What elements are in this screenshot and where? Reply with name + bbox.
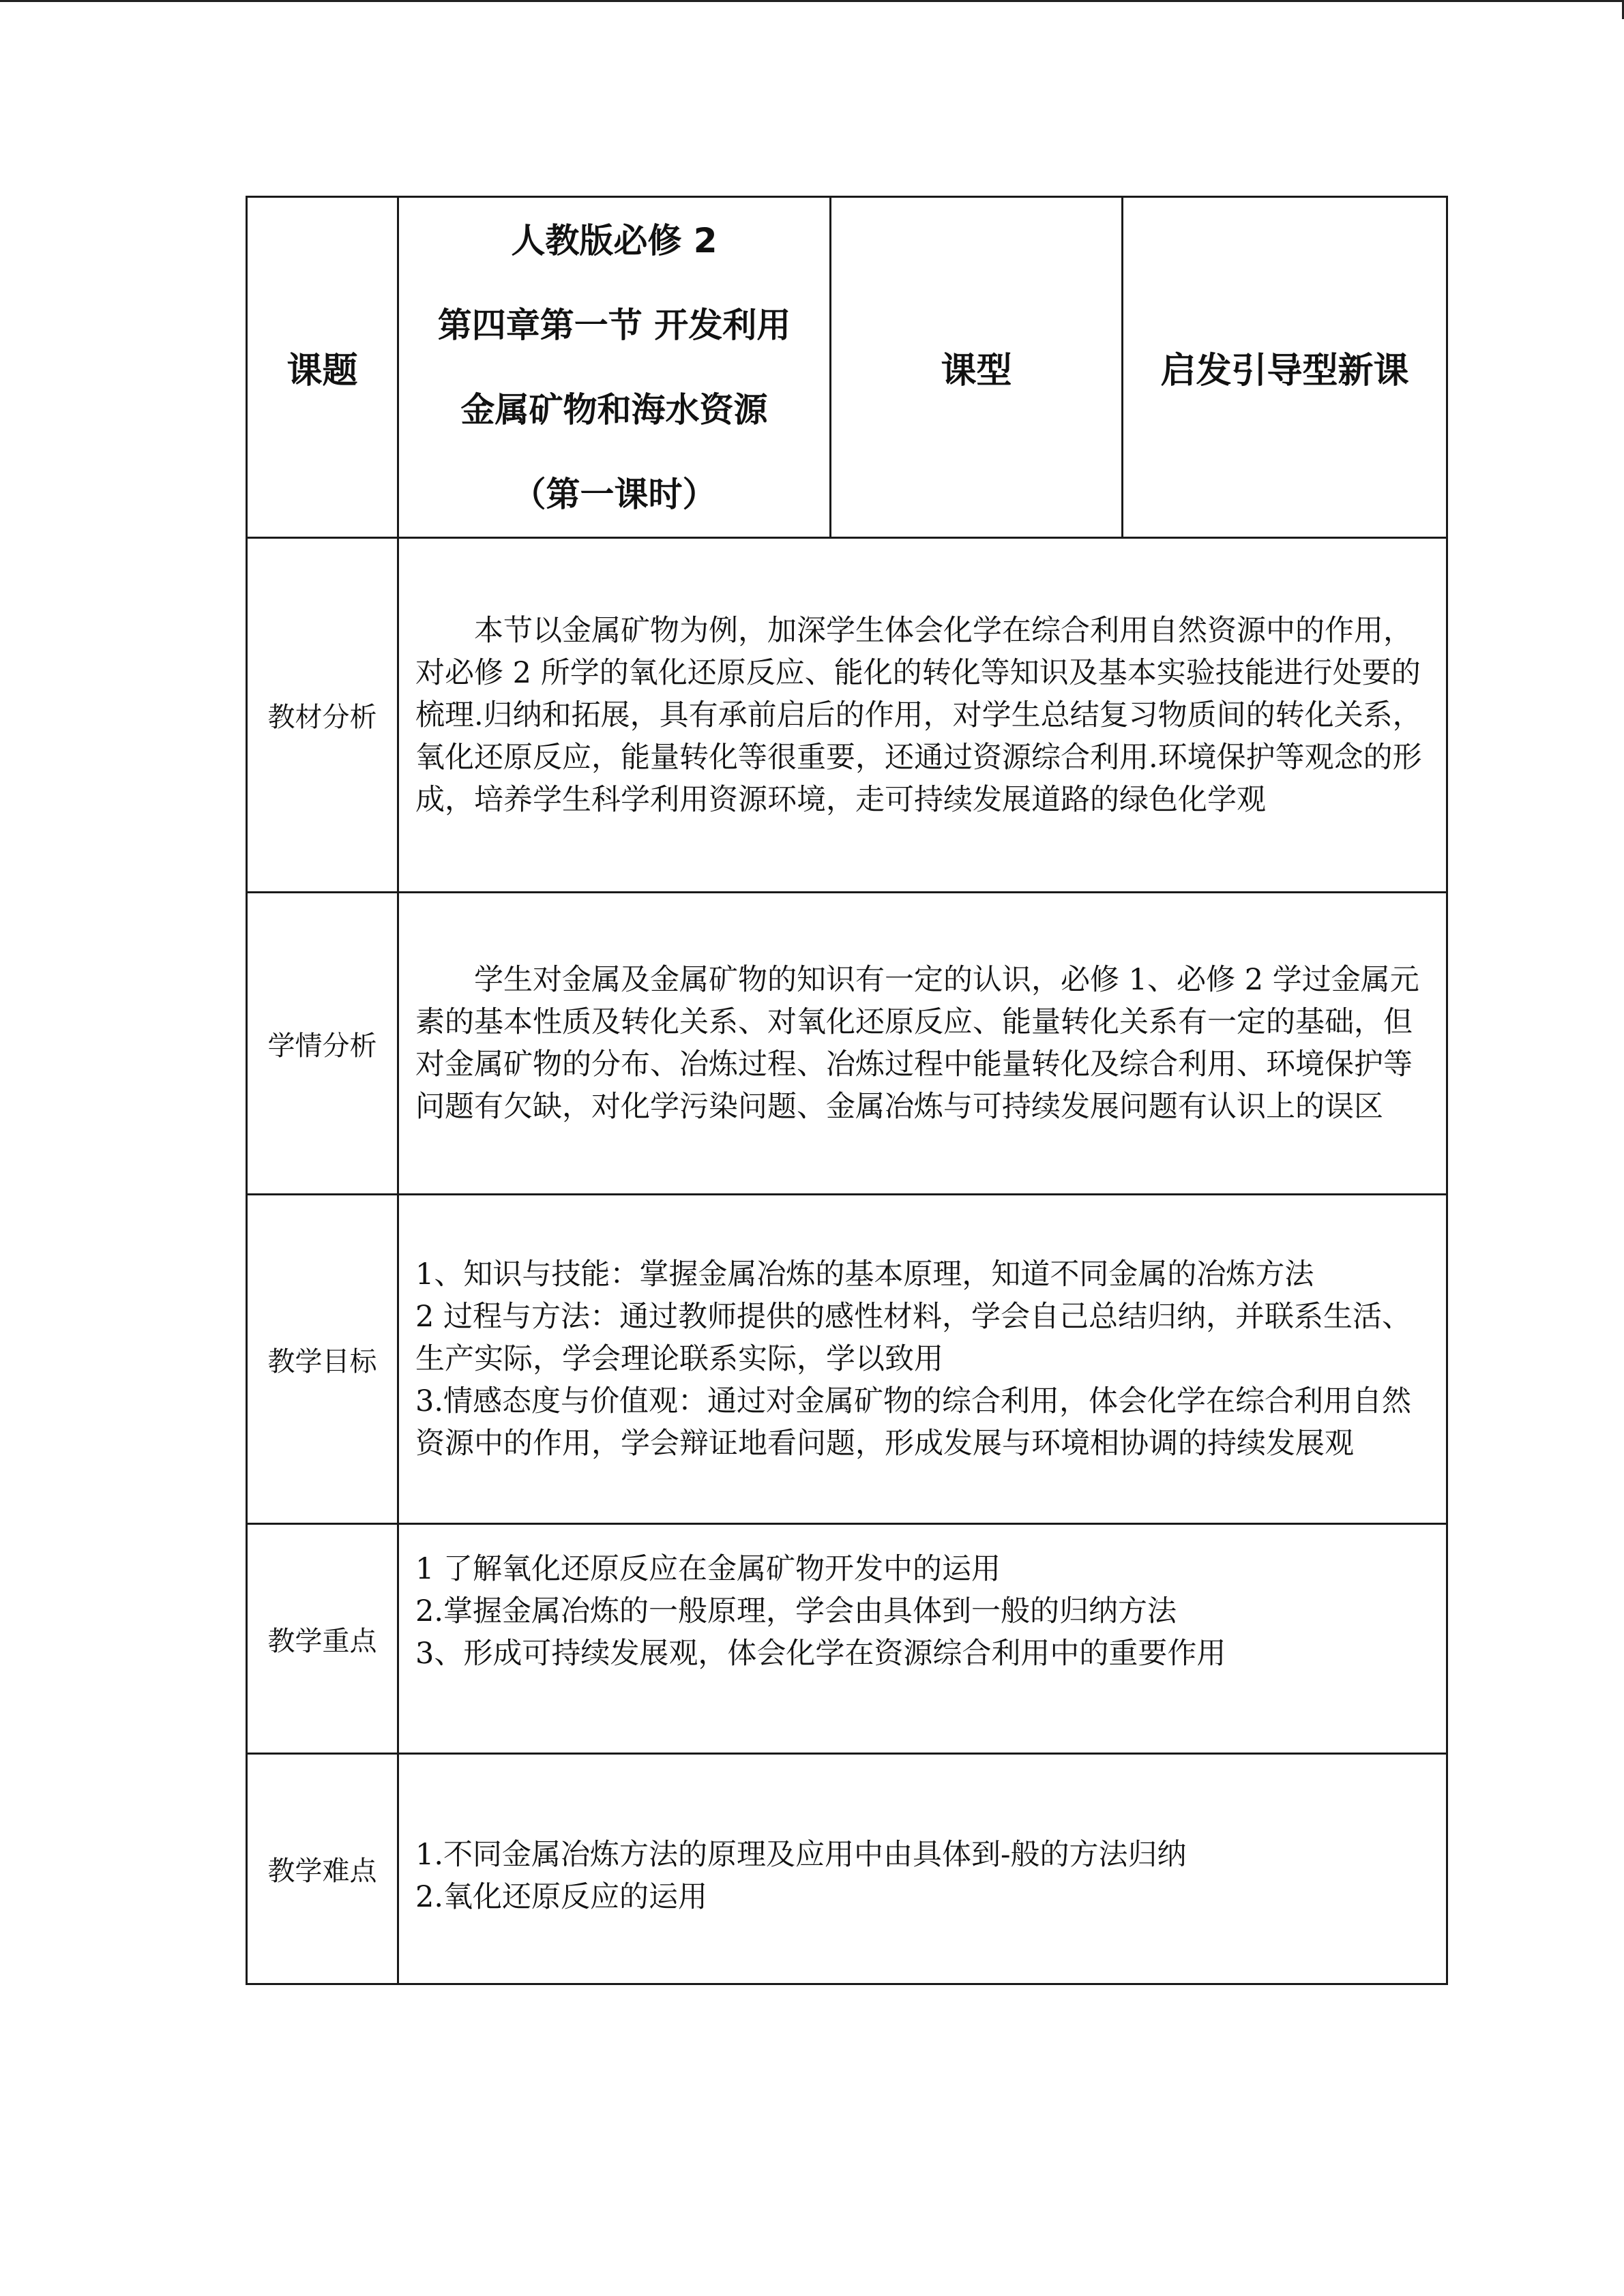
teaching-goals-content [398, 1195, 1447, 1524]
key-point-item: 1 了解氧化还原反应在金属矿物开发中的运用 [415, 1552, 1001, 1586]
table-row-difficulties [247, 1754, 1447, 1984]
course-title-line: 第四章第一节 开发利用 [437, 305, 791, 345]
table-row-course [247, 197, 1447, 538]
table-row-student-analysis [247, 893, 1447, 1195]
goal-item: 3.情感态度与价值观：通过对金属矿物的综合利用，体会化学在综合利用自然资源中的作用，学会辩证地看问题，形成发展与环境相协调的持续发展观 [415, 1384, 1412, 1461]
key-point-item: 2.掌握金属冶炼的一般原理，学会由具体到一般的归纳方法 [415, 1594, 1177, 1628]
page-top-edge [0, 0, 1624, 2]
textbook-analysis-paragraph: 本节以金属矿物为例，加深学生体会化学在综合利用自然资源中的作用，对必修 2 所学的氧化还原反应、能化的转化等知识及基本实验技能进行处要的梳理.归纳和拓展，具有承前启后的作用，对学生总结复习物质间的转化关系，氧化还原反应，能量转化等很重要，还通过资源综合利用.环境保护等观念的形成，培养学生科学利用资源环境，走可持续发展道路的绿色化学观 [415, 613, 1422, 817]
course-title-line: （第一课时） [512, 474, 717, 514]
difficulty-item: 1.不同金属冶炼方法的原理及应用中由具体到-般的方法归纳 [415, 1837, 1187, 1872]
goal-item: 2 过程与方法：通过教师提供的感性材料，学会自己总结归纳，并联系生活、生产实际，学会理论联系实际，学以致用 [415, 1300, 1412, 1376]
course-title-line: 金属矿物和海水资源 [460, 389, 768, 430]
course-label: 课题 [247, 197, 398, 538]
row-label: 教学难点 [247, 1754, 398, 1984]
student-analysis-paragraph: 学生对金属及金属矿物的知识有一定的认识，必修 1、必修 2 学过金属元素的基本性质及转化关系、对氧化还原反应、能量转化关系有一定的基础，但对金属矿物的分布、冶炼过程、冶炼过程中能量转化及综合利用、环境保护等问题有欠缺，对化学污染问题、金属冶炼与可持续发展问题有认识上的误区 [415, 963, 1419, 1124]
table-row-textbook-analysis [247, 538, 1447, 893]
lesson-plan-table [246, 196, 1448, 1985]
row-label: 教学目标 [247, 1195, 398, 1524]
key-points-content [398, 1524, 1447, 1754]
difficulty-item: 2.氧化还原反应的运用 [415, 1879, 708, 1914]
difficulties-list [415, 1834, 1430, 1918]
difficulties-content [398, 1754, 1447, 1984]
key-point-item: 3、形成可持续发展观，体会化学在资源综合利用中的重要作用 [415, 1637, 1226, 1671]
row-label: 学情分析 [247, 893, 398, 1195]
row-label: 教学重点 [247, 1524, 398, 1754]
type-value: 启发引导型新课 [1123, 197, 1447, 538]
key-points-list [415, 1548, 1430, 1675]
row-label: 教材分析 [247, 538, 398, 893]
textbook-analysis-content [398, 538, 1447, 893]
table-row-key-points [247, 1524, 1447, 1754]
course-title-line: 人教版必修 2 [511, 220, 718, 260]
table-row-teaching-goals [247, 1195, 1447, 1524]
type-label: 课型 [831, 197, 1123, 538]
student-analysis-content [398, 893, 1447, 1195]
course-title [398, 197, 831, 538]
goal-item: 1、知识与技能：掌握金属冶炼的基本原理，知道不同金属的冶炼方法 [415, 1257, 1314, 1292]
